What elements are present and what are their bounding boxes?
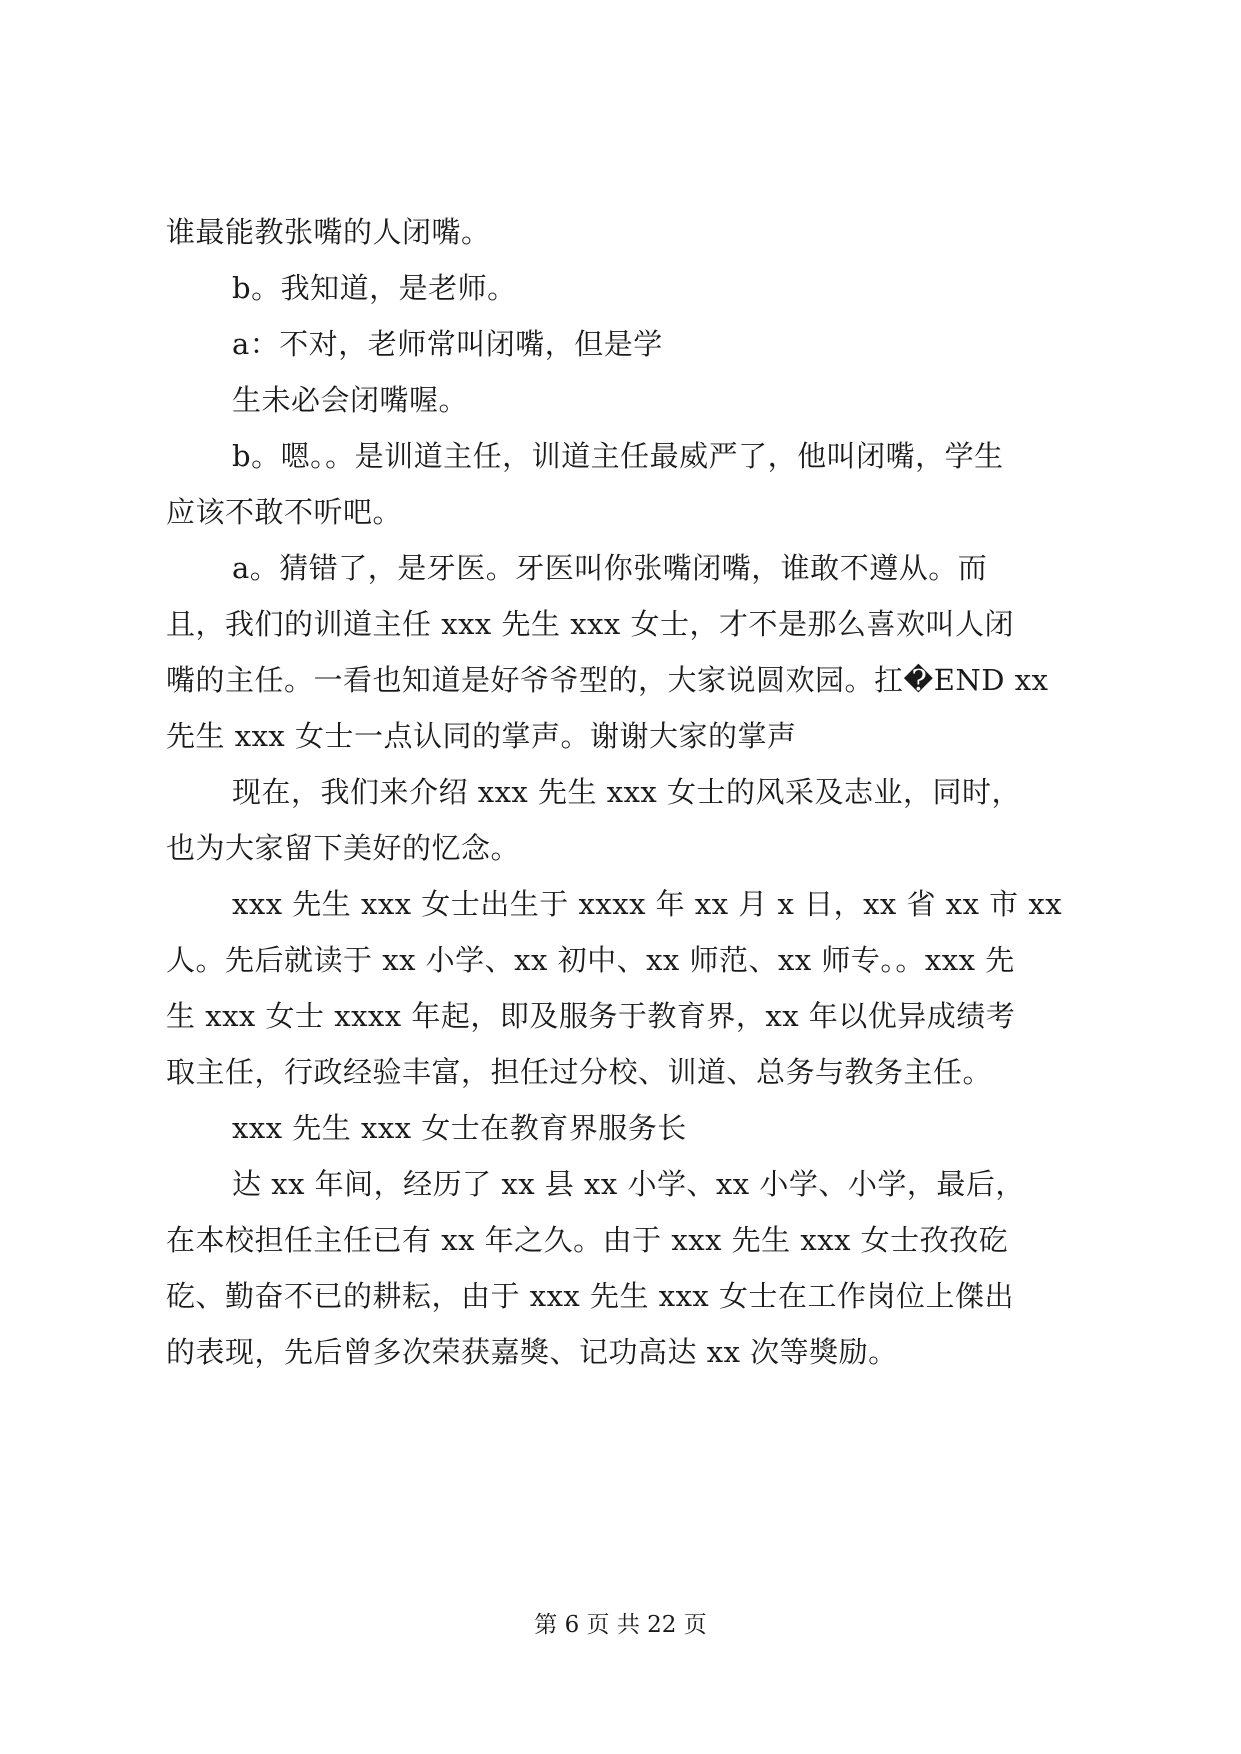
- text-line: xxx 先生 xxx 女士在教育界服务长: [232, 1111, 687, 1145]
- page-number-footer: 第 6 页 共 22 页: [534, 1612, 707, 1638]
- text-line: 在本校担任主任已有 xx 年之久。由于 xxx 先生 xxx 女士孜孜矻: [166, 1223, 1009, 1257]
- text-line: b。嗯。。是训道主任，训道主任最威严了，他叫闭嘴，学生: [232, 439, 1004, 473]
- text-line: 应该不敢不听吧。: [166, 495, 403, 529]
- text-line: a。猜错了，是牙医。牙医叫你张嘴闭嘴，谁敢不遵从。而: [232, 551, 988, 585]
- text-line: 嘴的主任。一看也知道是好爷爷型的，大家说圆欢园。扛�END xx: [166, 663, 1049, 697]
- text-line: 生 xxx 女士 xxxx 年起，即及服务于教育界，xx 年以优异成绩考: [166, 999, 1016, 1033]
- text-line: b。我知道，是老师。: [232, 271, 517, 305]
- text-line: 矻、勤奋不已的耕耘，由于 xxx 先生 xxx 女士在工作岗位上傑出: [166, 1279, 1015, 1313]
- text-line: 取主任，行政经验丰富，担任过分校、训道、总务与教务主任。: [166, 1055, 993, 1089]
- text-line: 达 xx 年间，经历了 xx 县 xx 小学、xx 小学、小学，最后，: [232, 1167, 1025, 1201]
- text-line: 现在，我们来介绍 xxx 先生 xxx 女士的风采及志业，同时，: [232, 775, 1022, 809]
- text-line: 也为大家留下美好的忆念。: [166, 831, 521, 865]
- text-line: 谁最能教张嘴的人闭嘴。: [166, 215, 491, 249]
- text-line: xxx 先生 xxx 女士出生于 xxxx 年 xx 月 x 日，xx 省 xx 市 xx: [232, 887, 1063, 921]
- text-line: a：不对，老师常叫闭嘴，但是学: [232, 327, 663, 361]
- text-line: 先生 xxx 女士一点认同的掌声。谢谢大家的掌声: [166, 719, 797, 753]
- text-line: 且，我们的训道主任 xxx 先生 xxx 女士，才不是那么喜欢叫人闭: [166, 607, 1015, 641]
- text-line: 人。先后就读于 xx 小学、xx 初中、xx 师范、xx 师专。。xxx 先: [166, 943, 1015, 977]
- text-line: 的表现，先后曾多次荣获嘉獎、记功高达 xx 次等獎励。: [166, 1335, 898, 1369]
- text-line: 生未必会闭嘴喔。: [232, 383, 469, 417]
